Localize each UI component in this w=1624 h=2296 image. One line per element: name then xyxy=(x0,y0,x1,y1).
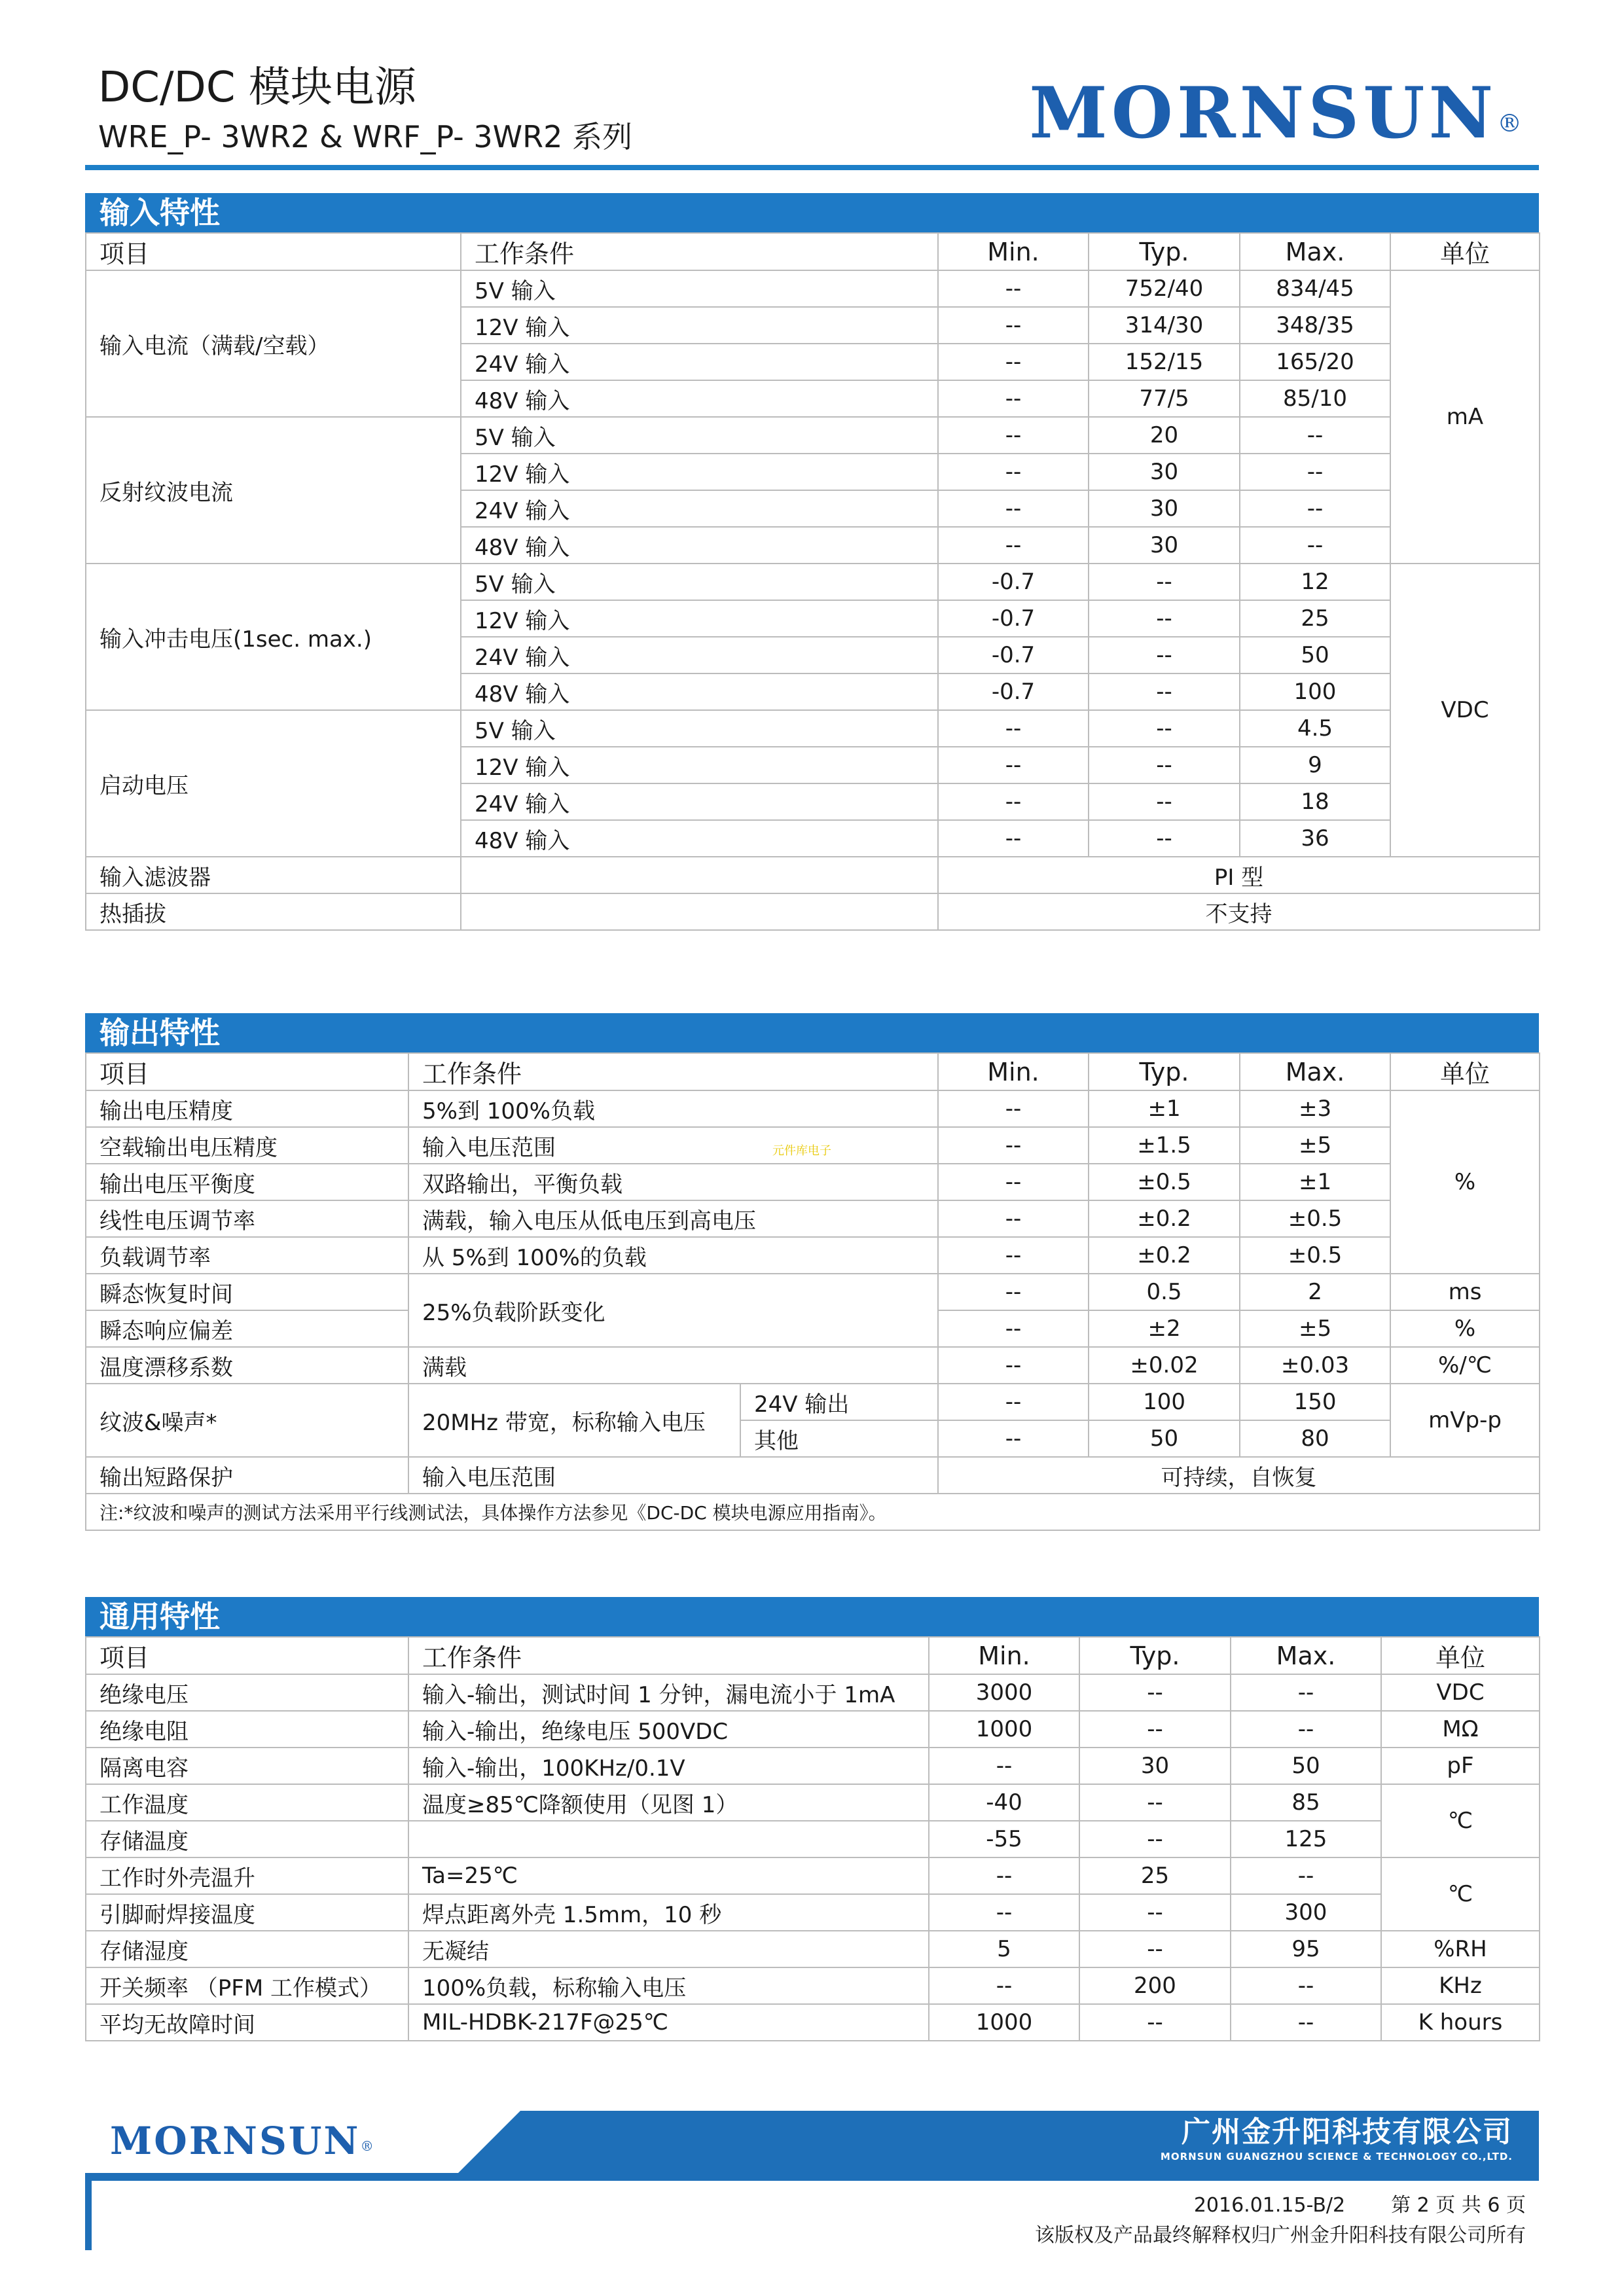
table-row xyxy=(86,1384,1540,1420)
unit-cell: %RH xyxy=(1381,1931,1540,1967)
series-subtitle: WRE_P- 3WR2 & WRF_P- 3WR2 系列 xyxy=(98,119,633,154)
cell: -- xyxy=(1231,1674,1381,1711)
table-row xyxy=(86,1711,1540,1748)
cell: 输出电压平衡度 xyxy=(86,1164,408,1200)
cell: 工作温度 xyxy=(86,1784,408,1821)
header-cell: 单位 xyxy=(1390,233,1540,270)
header-divider xyxy=(85,165,1539,170)
header-cell: Typ. xyxy=(1079,1637,1231,1674)
cell: 3000 xyxy=(929,1674,1079,1711)
cell: 输入-输出，绝缘电压 500VDC xyxy=(408,1711,929,1748)
header-cell: Typ. xyxy=(1089,233,1240,270)
cell: -- xyxy=(1240,417,1390,454)
section-title-general: 通用特性 xyxy=(85,1597,1539,1636)
table-header-row xyxy=(86,1637,1540,1674)
cell: 348/35 xyxy=(1240,307,1390,344)
cell: 无凝结 xyxy=(408,1931,929,1967)
cell: -- xyxy=(1079,1931,1231,1967)
cell: 输入-输出，测试时间 1 分钟，漏电流小于 1mA xyxy=(408,1674,929,1711)
cell: -- xyxy=(1231,1857,1381,1894)
cell: 12V 输入 xyxy=(461,600,938,637)
table-header-row xyxy=(86,1053,1540,1090)
cell: -- xyxy=(938,380,1089,417)
cell: 20 xyxy=(1089,417,1240,454)
row-label-input-current: 输入电流（满载/空载） xyxy=(86,270,461,417)
cell: -55 xyxy=(929,1821,1079,1857)
cell: 30 xyxy=(1089,490,1240,527)
unit-cell: VDC xyxy=(1381,1674,1540,1711)
cell: MIL-HDBK-217F@25℃ xyxy=(408,2004,929,2041)
cell: -- xyxy=(938,490,1089,527)
cell: -- xyxy=(1079,1674,1231,1711)
cell: -- xyxy=(938,527,1089,564)
table-row xyxy=(86,1457,1540,1494)
cell: 24V 输出 xyxy=(740,1384,938,1420)
cell: ±0.5 xyxy=(1240,1200,1390,1237)
footer-slant xyxy=(458,2111,520,2173)
cell: 48V 输入 xyxy=(461,527,938,564)
header-cell: Max. xyxy=(1231,1637,1381,1674)
cell: -- xyxy=(1089,637,1240,673)
cell: -- xyxy=(938,1237,1089,1274)
cell: 314/30 xyxy=(1089,307,1240,344)
section-title-input: 输入特性 xyxy=(85,193,1539,232)
cell: 100 xyxy=(1089,1384,1240,1420)
cell: 95 xyxy=(1231,1931,1381,1967)
cell: 温度漂移系数 xyxy=(86,1347,408,1384)
header-cell: 工作条件 xyxy=(461,233,938,270)
registered-mark: ® xyxy=(360,2138,376,2155)
cell: -- xyxy=(938,1310,1089,1347)
cell: 5V 输入 xyxy=(461,417,938,454)
cell: 12V 输入 xyxy=(461,454,938,490)
cell: 48V 输入 xyxy=(461,820,938,857)
cell: 30 xyxy=(1089,527,1240,564)
cell: -- xyxy=(1231,1711,1381,1748)
brand-logo xyxy=(1029,72,1526,154)
cell: 满载，输入电压从低电压到高电压 xyxy=(408,1200,938,1237)
cell: 125 xyxy=(1231,1821,1381,1857)
table-row xyxy=(86,893,1540,930)
cell: ±0.2 xyxy=(1089,1237,1240,1274)
cell: 100 xyxy=(1240,673,1390,710)
section-title-output: 输出特性 xyxy=(85,1013,1539,1052)
watermark: 元件库电子 xyxy=(772,1144,831,1158)
table-row xyxy=(86,1274,1540,1310)
unit-cell: %/℃ xyxy=(1390,1347,1540,1384)
cell: -- xyxy=(938,1090,1089,1127)
cell: 5 xyxy=(929,1931,1079,1967)
cell: 25 xyxy=(1079,1857,1231,1894)
cell: -- xyxy=(938,783,1089,820)
unit-cell: ℃ xyxy=(1381,1784,1540,1857)
cell: 满载 xyxy=(408,1347,938,1384)
row-label-hot-plug: 热插拔 xyxy=(86,893,461,930)
unit-cell: VDC xyxy=(1390,564,1540,857)
table-row xyxy=(86,1931,1540,1967)
header-cell: 工作条件 xyxy=(408,1053,938,1090)
cell: 77/5 xyxy=(1089,380,1240,417)
row-label-reflected-ripple: 反射纹波电流 xyxy=(86,417,461,564)
footer-version-page xyxy=(1194,2194,1526,2217)
cell: 引脚耐焊接温度 xyxy=(86,1894,408,1931)
table-header-row xyxy=(86,233,1540,270)
row-label-input-surge: 输入冲击电压(1sec. max.) xyxy=(86,564,461,710)
cell: -- xyxy=(1089,820,1240,857)
cell: -- xyxy=(938,1384,1089,1420)
cell: 输入电压范围 xyxy=(408,1457,938,1494)
cell: -- xyxy=(1079,1784,1231,1821)
footer-accent-line xyxy=(85,2173,1539,2181)
header-cell: Typ. xyxy=(1089,1053,1240,1090)
cell: -- xyxy=(1089,564,1240,600)
cell: 瞬态响应偏差 xyxy=(86,1310,408,1347)
cell: -- xyxy=(1231,1967,1381,2004)
general-table xyxy=(85,1636,1540,2041)
header-cell: Min. xyxy=(929,1637,1079,1674)
output-table xyxy=(85,1052,1540,1531)
cell: -- xyxy=(1089,600,1240,637)
table-row xyxy=(86,564,1540,600)
header-cell: Max. xyxy=(1240,1053,1390,1090)
cell: 5V 输入 xyxy=(461,270,938,307)
cell: ±2 xyxy=(1089,1310,1240,1347)
cell: 20MHz 带宽，标称输入电压 xyxy=(408,1384,740,1457)
cell: 200 xyxy=(1079,1967,1231,2004)
unit-cell: MΩ xyxy=(1381,1711,1540,1748)
cell: 瞬态恢复时间 xyxy=(86,1274,408,1310)
cell: -- xyxy=(1079,1711,1231,1748)
cell: 开关频率 （PFM 工作模式） xyxy=(86,1967,408,2004)
cell: 绝缘电阻 xyxy=(86,1711,408,1748)
cell: -- xyxy=(1089,783,1240,820)
unit-cell: % xyxy=(1390,1090,1540,1274)
cell: 85 xyxy=(1231,1784,1381,1821)
cell: 752/40 xyxy=(1089,270,1240,307)
table-row xyxy=(86,1674,1540,1711)
copyright: 该版权及产品最终解释权归广州金升阳科技有限公司所有 xyxy=(1035,2224,1526,2247)
cell xyxy=(461,857,938,893)
table-row xyxy=(86,1164,1540,1200)
cell: -- xyxy=(938,710,1089,747)
table-row xyxy=(86,1857,1540,1894)
cell: -- xyxy=(1089,673,1240,710)
cell: -- xyxy=(1079,1821,1231,1857)
cell: -40 xyxy=(929,1784,1079,1821)
cell: 其他 xyxy=(740,1420,938,1457)
cell: 18 xyxy=(1240,783,1390,820)
cell: -0.7 xyxy=(938,564,1089,600)
cell: ±0.2 xyxy=(1089,1200,1240,1237)
cell: 5%到 100%负载 xyxy=(408,1090,938,1127)
cell: 100%负载，标称输入电压 xyxy=(408,1967,929,2004)
cell: -- xyxy=(938,747,1089,783)
cell: 48V 输入 xyxy=(461,673,938,710)
cell: 负载调节率 xyxy=(86,1237,408,1274)
cell: 输出短路保护 xyxy=(86,1457,408,1494)
header-cell: 项目 xyxy=(86,1053,408,1090)
cell: 纹波&噪声* xyxy=(86,1384,408,1457)
cell: -- xyxy=(938,417,1089,454)
cell: -- xyxy=(938,820,1089,857)
cell: 300 xyxy=(1231,1894,1381,1931)
cell: 834/45 xyxy=(1240,270,1390,307)
table-row xyxy=(86,1237,1540,1274)
header-cell: 单位 xyxy=(1390,1053,1540,1090)
row-label-start-voltage: 启动电压 xyxy=(86,710,461,857)
cell: 不支持 xyxy=(938,893,1540,930)
cell: -- xyxy=(938,1164,1089,1200)
cell: ±3 xyxy=(1240,1090,1390,1127)
table-row xyxy=(86,1200,1540,1237)
cell: 1000 xyxy=(929,2004,1079,2041)
cell: -- xyxy=(929,1894,1079,1931)
unit-cell: ℃ xyxy=(1381,1857,1540,1931)
table-row xyxy=(86,2004,1540,2041)
unit-cell: KHz xyxy=(1381,1967,1540,2004)
cell: -- xyxy=(1079,1894,1231,1931)
cell: 24V 输入 xyxy=(461,637,938,673)
cell: -- xyxy=(938,1420,1089,1457)
cell: ±0.02 xyxy=(1089,1347,1240,1384)
table-row xyxy=(86,1090,1540,1127)
cell: -- xyxy=(1240,454,1390,490)
unit-cell: pF xyxy=(1381,1748,1540,1784)
cell: -- xyxy=(938,454,1089,490)
cell: 输出电压精度 xyxy=(86,1090,408,1127)
cell: 存储湿度 xyxy=(86,1931,408,1967)
cell: -- xyxy=(929,1967,1079,2004)
cell: 165/20 xyxy=(1240,344,1390,380)
table-row xyxy=(86,270,1540,307)
brand-logo-text: MORNSUN xyxy=(1029,72,1498,154)
cell: 150 xyxy=(1240,1384,1390,1420)
unit-cell: mVp-p xyxy=(1390,1384,1540,1457)
table-row xyxy=(86,710,1540,747)
cell: -- xyxy=(938,1347,1089,1384)
registered-mark: ® xyxy=(1497,109,1526,138)
cell: 12V 输入 xyxy=(461,307,938,344)
cell: 焊点距离外壳 1.5mm，10 秒 xyxy=(408,1894,929,1931)
cell: 绝缘电压 xyxy=(86,1674,408,1711)
cell: 双路输出，平衡负载 xyxy=(408,1164,938,1200)
header-cell: 工作条件 xyxy=(408,1637,929,1674)
table-row xyxy=(86,1748,1540,1784)
table-row xyxy=(86,1347,1540,1384)
doc-date: 2016.01.15-B/2 xyxy=(1193,2194,1346,2217)
cell: -- xyxy=(938,1274,1089,1310)
cell: -- xyxy=(938,307,1089,344)
table-row xyxy=(86,417,1540,454)
cell: ±0.5 xyxy=(1089,1164,1240,1200)
cell: -- xyxy=(1079,2004,1231,2041)
cell: 存储温度 xyxy=(86,1821,408,1857)
cell: ±5 xyxy=(1240,1310,1390,1347)
cell: 温度≥85℃降额使用（见图 1） xyxy=(408,1784,929,1821)
cell: 输入电压范围 xyxy=(408,1127,938,1164)
cell: -- xyxy=(1231,2004,1381,2041)
company-name-en: MORNSUN GUANGZHOU SCIENCE & TECHNOLOGY CO.,LTD. xyxy=(1160,2151,1513,2162)
output-characteristics-section xyxy=(85,1013,1539,1531)
cell: -- xyxy=(929,1857,1079,1894)
cell: -- xyxy=(1240,490,1390,527)
cell: -0.7 xyxy=(938,673,1089,710)
page-number: 第 2 页 共 6 页 xyxy=(1391,2194,1526,2217)
table-row xyxy=(86,1821,1540,1857)
page-title: DC/DC 模块电源 xyxy=(98,63,416,112)
header-cell: 项目 xyxy=(86,233,461,270)
footer-left-rule xyxy=(85,2173,92,2250)
cell: 2 xyxy=(1240,1274,1390,1310)
cell: ±1.5 xyxy=(1089,1127,1240,1164)
cell: ±0.03 xyxy=(1240,1347,1390,1384)
cell: 152/15 xyxy=(1089,344,1240,380)
cell: 可持续，自恢复 xyxy=(938,1457,1540,1494)
cell: 输入-输出，100KHz/0.1V xyxy=(408,1748,929,1784)
cell: 5V 输入 xyxy=(461,710,938,747)
cell: 1000 xyxy=(929,1711,1079,1748)
footer-logo xyxy=(110,2120,376,2162)
unit-cell: % xyxy=(1390,1310,1540,1347)
cell: 空载输出电压精度 xyxy=(86,1127,408,1164)
cell: 30 xyxy=(1079,1748,1231,1784)
cell: 25 xyxy=(1240,600,1390,637)
header-cell: Max. xyxy=(1240,233,1390,270)
cell: 30 xyxy=(1089,454,1240,490)
cell: 50 xyxy=(1089,1420,1240,1457)
cell: 工作时外壳温升 xyxy=(86,1857,408,1894)
cell: 0.5 xyxy=(1089,1274,1240,1310)
cell: 9 xyxy=(1240,747,1390,783)
cell: -- xyxy=(1089,747,1240,783)
input-characteristics-section xyxy=(85,193,1539,931)
cell: 24V 输入 xyxy=(461,783,938,820)
header-cell: Min. xyxy=(938,233,1089,270)
general-characteristics-section xyxy=(85,1597,1539,2041)
table-note-row xyxy=(86,1494,1540,1530)
cell: ±0.5 xyxy=(1240,1237,1390,1274)
cell: -- xyxy=(1089,710,1240,747)
cell: -- xyxy=(938,1127,1089,1164)
cell: 5V 输入 xyxy=(461,564,938,600)
table-row xyxy=(86,1784,1540,1821)
cell: 36 xyxy=(1240,820,1390,857)
header-cell: Min. xyxy=(938,1053,1089,1090)
cell: 12V 输入 xyxy=(461,747,938,783)
cell: 50 xyxy=(1231,1748,1381,1784)
cell: -- xyxy=(1240,527,1390,564)
cell: 24V 输入 xyxy=(461,344,938,380)
unit-cell: ms xyxy=(1390,1274,1540,1310)
cell: PI 型 xyxy=(938,857,1540,893)
cell xyxy=(461,893,938,930)
cell: 48V 输入 xyxy=(461,380,938,417)
unit-cell: mA xyxy=(1390,270,1540,564)
cell: 25%负载阶跃变化 xyxy=(408,1274,938,1347)
cell: 50 xyxy=(1240,637,1390,673)
footer-logo-text: MORNSUN xyxy=(110,2119,361,2163)
cell: ±1 xyxy=(1240,1164,1390,1200)
cell: 80 xyxy=(1240,1420,1390,1457)
cell: 12 xyxy=(1240,564,1390,600)
cell: -- xyxy=(938,270,1089,307)
cell: 24V 输入 xyxy=(461,490,938,527)
table-row xyxy=(86,857,1540,893)
cell: 平均无故障时间 xyxy=(86,2004,408,2041)
cell: 85/10 xyxy=(1240,380,1390,417)
cell: 4.5 xyxy=(1240,710,1390,747)
cell: -- xyxy=(938,344,1089,380)
table-row xyxy=(86,1894,1540,1931)
cell: -- xyxy=(929,1748,1079,1784)
cell: 线性电压调节率 xyxy=(86,1200,408,1237)
cell: Ta=25℃ xyxy=(408,1857,929,1894)
cell: ±5 xyxy=(1240,1127,1390,1164)
cell: -0.7 xyxy=(938,637,1089,673)
cell: 从 5%到 100%的负载 xyxy=(408,1237,938,1274)
header-cell: 单位 xyxy=(1381,1637,1540,1674)
cell: -- xyxy=(938,1200,1089,1237)
cell: -0.7 xyxy=(938,600,1089,637)
table-row xyxy=(86,1967,1540,2004)
table-note: 注:*纹波和噪声的测试方法采用平行线测试法，具体操作方法参见《DC-DC 模块电源应用指南》。 xyxy=(86,1494,1540,1530)
company-name-cn: 广州金升阳科技有限公司 xyxy=(1182,2115,1513,2149)
unit-cell: K hours xyxy=(1381,2004,1540,2041)
cell: ±1 xyxy=(1089,1090,1240,1127)
cell: 隔离电容 xyxy=(86,1748,408,1784)
input-table xyxy=(85,232,1540,931)
row-label-input-filter: 输入滤波器 xyxy=(86,857,461,893)
cell xyxy=(408,1821,929,1857)
header-cell: 项目 xyxy=(86,1637,408,1674)
